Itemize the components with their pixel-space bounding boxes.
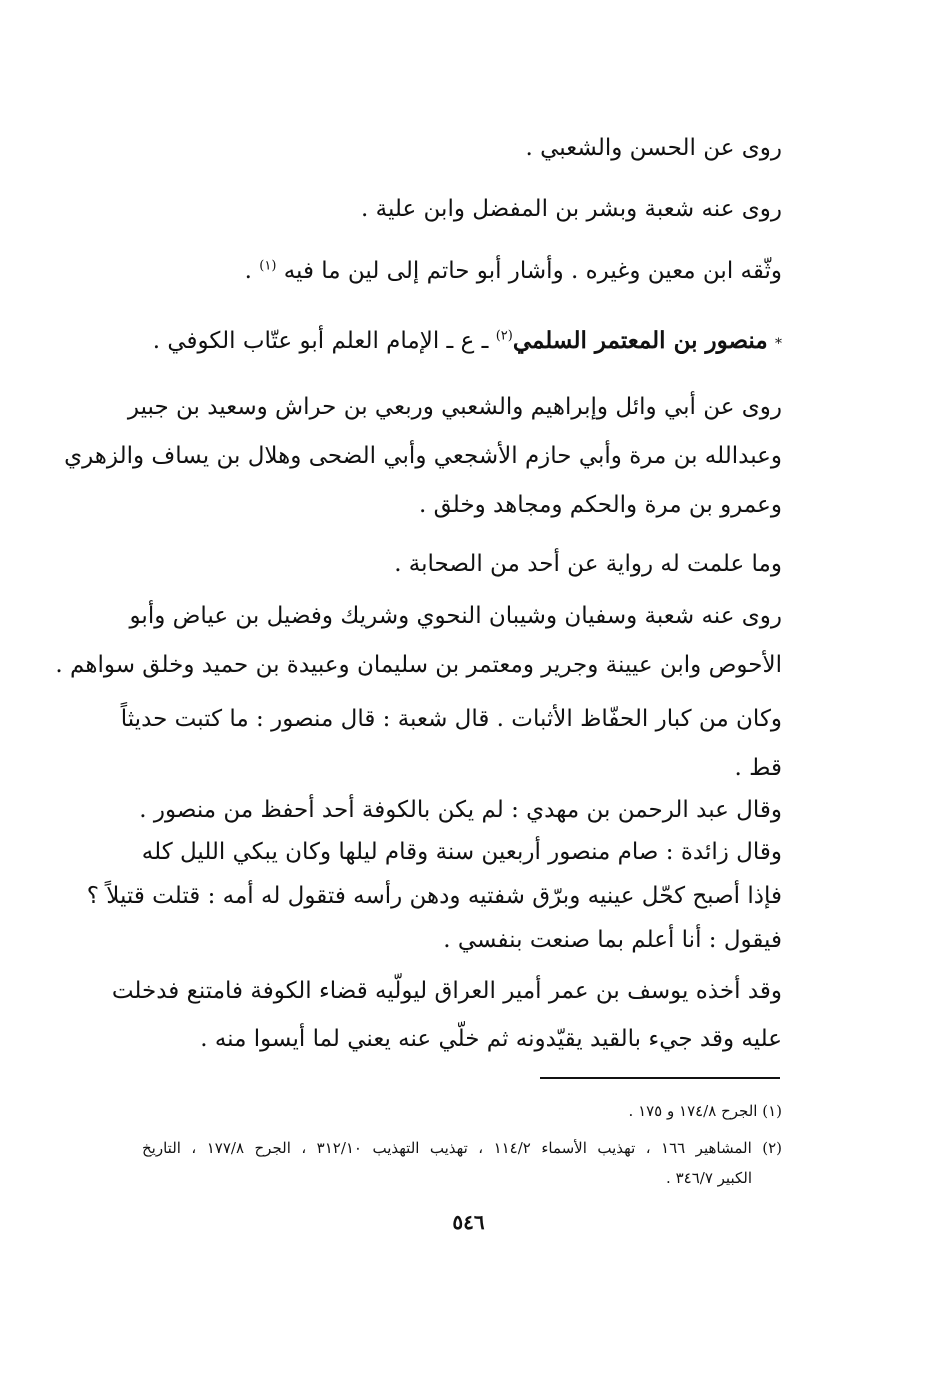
text-line-3-body: وثّقه ابن معين وغيره . وأشار أبو حاتم إلى لين ما فيه [283, 258, 782, 284]
text-line-8: وعمرو بن مرة والحكم ومجاهد وخلق . [418, 492, 782, 518]
entry-title: ـ ع ـ الإمام العلم أبو عتّاب الكوفي . [152, 328, 489, 354]
text-line-12: وكان من كبار الحفّاظ الأثبات . قال شعبة : قال منصور : ما كتبت حديثاً [120, 706, 782, 732]
entry-name: منصور بن المعتمر السلمي [512, 327, 768, 354]
text-line-13: قط . [734, 755, 782, 781]
footnotes [55, 0, 782, 1200]
page-number: ٥٤٦ [452, 1210, 485, 1234]
text-line-6: روى عن أبي وائل وإبراهيم والشعبي وربعي بن حراش وسعيد بن جبير [127, 394, 782, 420]
text-line-16: فإذا أصبح كحّل عينيه وبرّق شفتيه ودهن رأسه فتقول له أمه : قتلت قتيلاً ؟ [86, 883, 782, 909]
text-line-15: وقال زائدة : صام منصور أربعين سنة وقام ليلها وكان يبكي الليل كله [141, 839, 782, 865]
text-line-1: روى عن الحسن والشعبي . [525, 135, 782, 161]
text-line-10: روى عنه شعبة وسفيان وشيبان النحوي وشريك وفضيل بن عياض وأبو [129, 603, 782, 629]
footnote-1: (١) الجرح ١٧٤/٨ و ١٧٥ . [628, 1102, 782, 1120]
text-line-11: الأحوص وابن عيينة وجرير ومعتمر بن سليمان وعبيدة بن حميد وخلق سواهم . [55, 652, 782, 678]
footnote-2-line-2: الكبير ٣٤٦/٧ . [666, 1169, 752, 1187]
footnote-ref-1: (١) [259, 258, 277, 274]
text-line-7: وعبدالله بن مرة وأبي حازم الأشجعي وأبي الضحى وهلال بن يساف والزهري [64, 443, 782, 469]
text-line-18: وقد أخذه يوسف بن عمر أمير العراق ليولّيه قضاء الكوفة فامتنع فدخلت [111, 978, 782, 1004]
text-line-2: روى عنه شعبة وبشر بن المفضل وابن علية . [361, 196, 782, 222]
text-line-9: وما علمت له رواية عن أحد من الصحابة . [394, 551, 782, 577]
footnote-ref-2: (٢) [495, 328, 513, 344]
text-line-19: عليه وقد جيء بالقيد يقيّدونه ثم خلّي عنه يعني لما أيسوا منه . [200, 1026, 782, 1052]
text-line-14: وقال عبد الرحمن بن مهدي : لم يكن بالكوفة أحد أحفظ من منصور . [139, 797, 782, 823]
text-line-17: فيقول : أنا أعلم بما صنعت بنفسي . [443, 927, 782, 953]
footnote-2-line-1: (٢) المشاهير ١٦٦ ، تهذيب الأسماء ١١٤/٢ ، تهذيب التهذيب ٣١٢/١٠ ، الجرح ١٧٧/٨ ، التاريخ [142, 1139, 782, 1157]
entry-star: * [775, 336, 782, 352]
text-line-3-end: . [244, 258, 252, 284]
